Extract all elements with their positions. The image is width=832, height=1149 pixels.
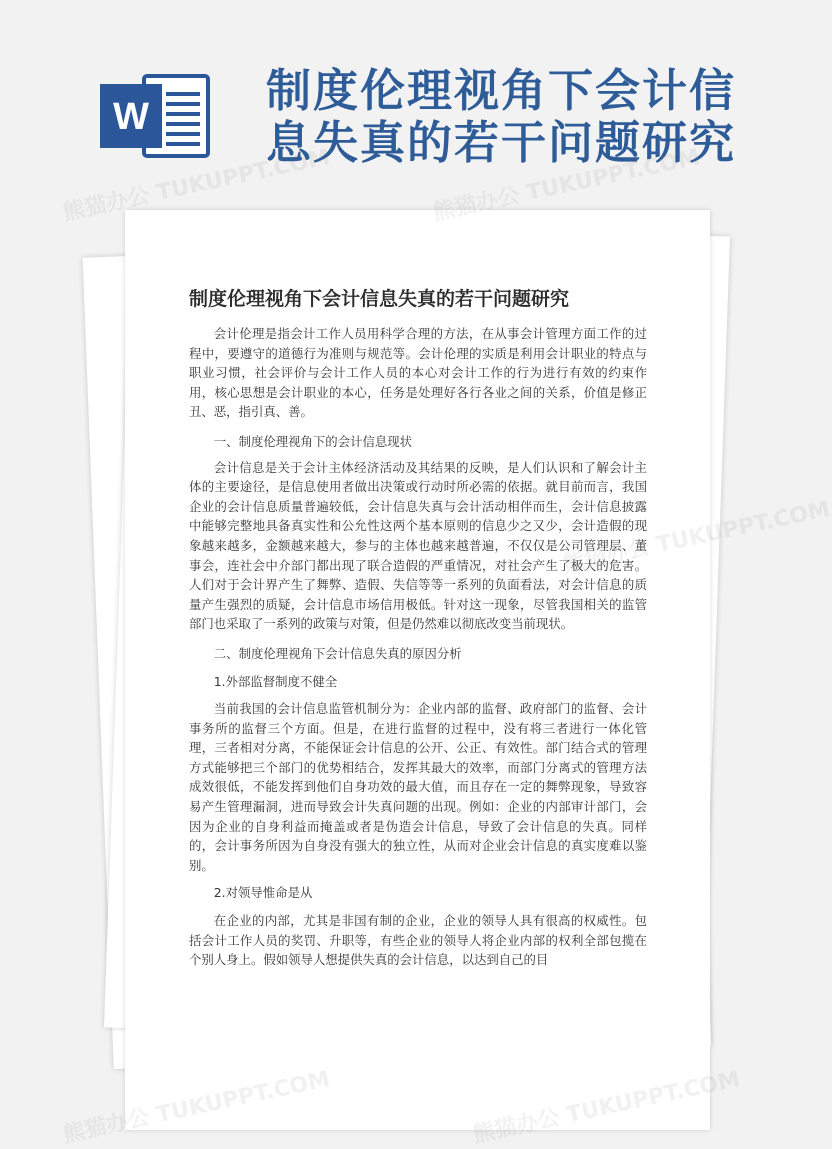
paragraph-leadership: 在企业的内部，尤其是非国有制的企业，企业的领导人具有很高的权威性。包括会计工作人员的奖罚、升职等，有些企业的领导人将企业内部的权利全部包揽在个别人身上。假如领导人想提供失真的会计信息，以达到自己的目 — [189, 913, 647, 968]
watermark: 熊猫办公 TUKUPPT.COM — [430, 144, 703, 226]
section-heading-1: 一、制度伦理视角下的会计信息现状 — [213, 433, 413, 449]
svg-text:W: W — [113, 96, 149, 138]
watermark: 熊猫办公 TUKUPPT.COM — [60, 144, 333, 226]
document-body — [189, 324, 647, 970]
header-banner — [0, 0, 800, 200]
watermark: TUKUPPT.COM — [654, 496, 832, 559]
paragraph-intro: 会计伦理是指会计工作人员用科学合理的方法，在从事会计管理方面工作的过程中，要遵守的道德行为准则与规范等。会计伦理的实质是利用会计职业的特点与职业习惯，社会评价与会计工作人员的本心对会计工作的行为进行有效的约束作用，核心思想是会计职业的本心，任务是处理好各行各业之间的关系，价值是修正丑、恶，指引真、善。 — [189, 326, 647, 420]
watermark: 熊猫办公 — [60, 1105, 153, 1148]
paragraph-supervision: 当前我国的会计信息监管机制分为：企业内部的监督、政府部门的监督、会计事务所的监督三个方面。但是，在进行监督的过程中，没有将三者进行一体化管理，三者相对分离，不能保证会计信息的公开、公正、有效性。部门结合式的管理方式能够把三个部门的优势相结合，发挥其最大的效率，而部门分离式的管理方法成效很低，不能发挥到他们自身功效的最大值，而且存在一定的舞弊现象，导致容易产生管理漏洞，进而导致会计失真问题的出现。例如：企业的内部审计部门，会因为企业的自身利益而掩盖或者是伪造会计信息，导致了会计信息的失真。同样的，会计事务所因为自身没有强大的独立性，从而对企业会计信息的真实度难以鉴别。 — [189, 701, 647, 873]
document-page — [125, 210, 710, 1130]
banner-title-line-2: 息失真的若干问题研究 — [266, 116, 737, 169]
banner-title-line-1: 制度伦理视角下会计信 — [266, 64, 737, 117]
paragraph-status: 会计信息是关于会计主体经济活动及其结果的反映，是人们认识和了解会计主体的主要途径，是信息使用者做出决策或行动时所必需的依据。就目前而言，我国企业的会计信息质量普遍较低，会计信息失真与会计活动相伴而生，会计信息披露中能够完整地具备真实性和公允性这两个基本原则的信息少之又少，会计造假的现象越来越多，金额越来越大，参与的主体也越来越普遍，不仅仅是公司管理层、董事会，连社会中介部门都出现了联合造假的严重情况，对社会产生了极大的危害。人们对于会计界产生了舞弊、造假、失信等等一系列的负面看法，对会计信息的质量产生强烈的质疑，会计信息市场信用极低。针对这一现象，尽管我国相关的监管部门也采取了一系列的政策与对策，但是仍然难以彻底改变当前现状。 — [189, 459, 647, 632]
subsection-heading-2: 2.对领导惟命是从 — [213, 885, 313, 901]
section-heading-2: 二、制度伦理视角下会计信息失真的原因分析 — [213, 645, 462, 661]
word-document-icon — [100, 72, 214, 160]
document-title: 制度伦理视角下会计信息失真的若干问题研究 — [189, 288, 570, 310]
subsection-heading-1: 1.外部监督制度不健全 — [213, 673, 338, 689]
